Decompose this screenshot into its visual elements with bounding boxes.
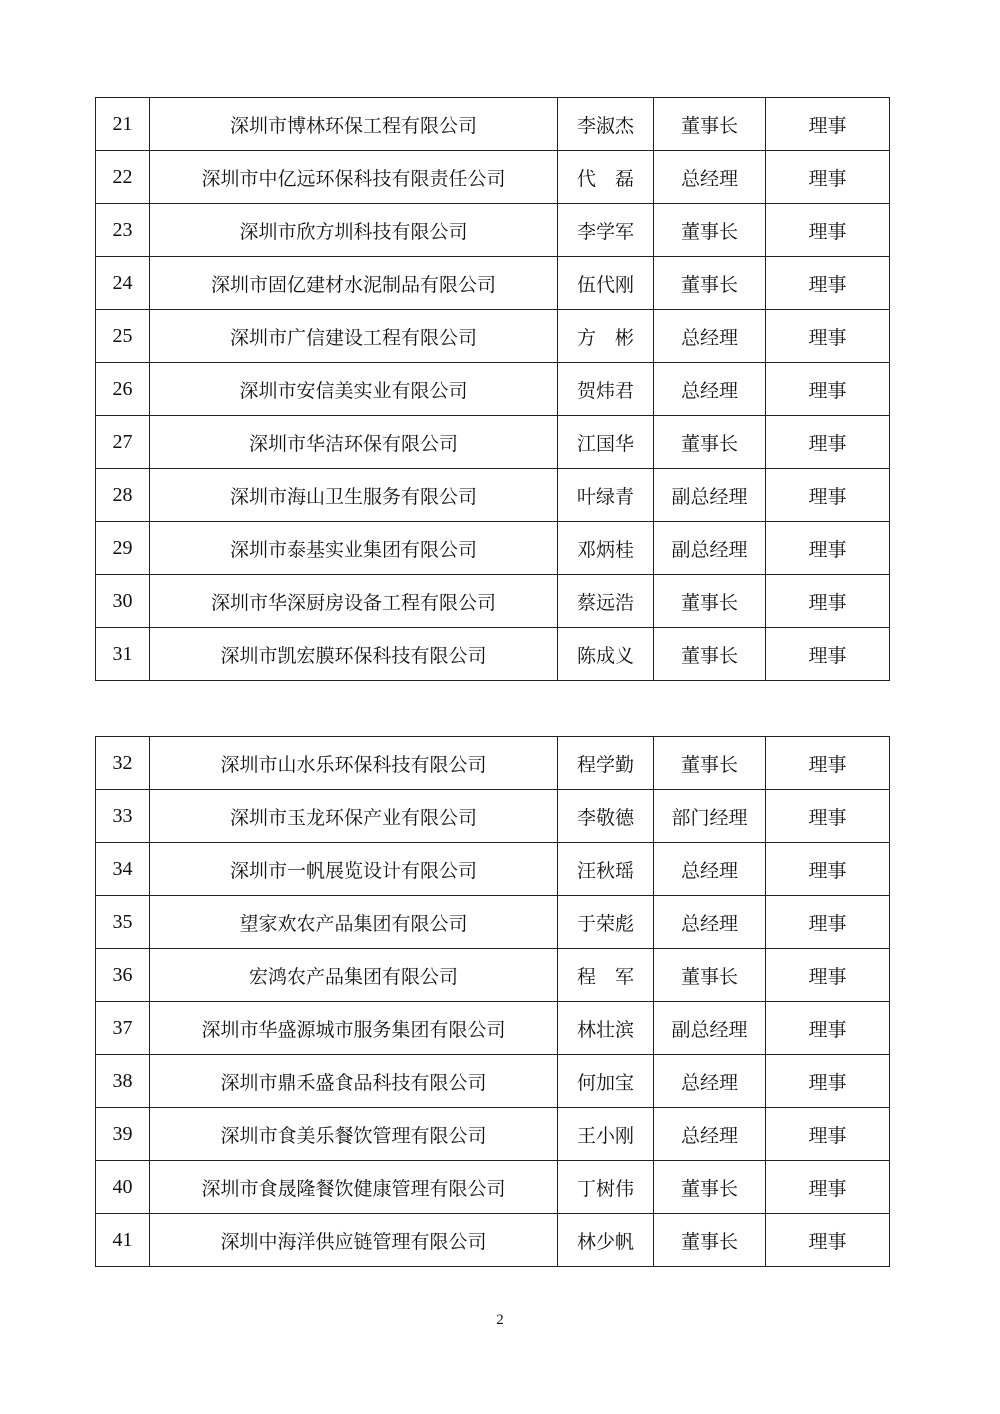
company-name: 深圳市固亿建材水泥制品有限公司 xyxy=(150,257,558,310)
job-title: 总经理 xyxy=(654,363,766,416)
association-role: 理事 xyxy=(766,843,890,896)
job-title: 董事长 xyxy=(654,1161,766,1214)
row-number: 36 xyxy=(96,949,150,1002)
association-role: 理事 xyxy=(766,151,890,204)
association-role: 理事 xyxy=(766,363,890,416)
association-role: 理事 xyxy=(766,1108,890,1161)
job-title: 董事长 xyxy=(654,257,766,310)
row-number: 29 xyxy=(96,522,150,575)
table-row xyxy=(96,98,890,151)
member-name: 林少帆 xyxy=(558,1214,654,1267)
association-role: 理事 xyxy=(766,737,890,790)
member-name: 丁树伟 xyxy=(558,1161,654,1214)
row-number: 37 xyxy=(96,1002,150,1055)
job-title: 部门经理 xyxy=(654,790,766,843)
table-row xyxy=(96,1108,890,1161)
company-name: 深圳市玉龙环保产业有限公司 xyxy=(150,790,558,843)
table-row xyxy=(96,522,890,575)
job-title: 总经理 xyxy=(654,151,766,204)
row-number: 21 xyxy=(96,98,150,151)
table-row xyxy=(96,257,890,310)
member-name: 李敬德 xyxy=(558,790,654,843)
job-title: 董事长 xyxy=(654,575,766,628)
company-name: 深圳市泰基实业集团有限公司 xyxy=(150,522,558,575)
row-number: 34 xyxy=(96,843,150,896)
member-name: 李淑杰 xyxy=(558,98,654,151)
company-name: 深圳市中亿远环保科技有限责任公司 xyxy=(150,151,558,204)
company-name: 深圳市广信建设工程有限公司 xyxy=(150,310,558,363)
member-name: 邓炳桂 xyxy=(558,522,654,575)
member-name: 江国华 xyxy=(558,416,654,469)
table-row xyxy=(96,363,890,416)
table-row xyxy=(96,1161,890,1214)
table-row xyxy=(96,896,890,949)
job-title: 董事长 xyxy=(654,1214,766,1267)
table-row xyxy=(96,469,890,522)
table-row xyxy=(96,575,890,628)
table-row xyxy=(96,949,890,1002)
row-number: 25 xyxy=(96,310,150,363)
row-number: 35 xyxy=(96,896,150,949)
row-number: 28 xyxy=(96,469,150,522)
member-name: 于荣彪 xyxy=(558,896,654,949)
association-role: 理事 xyxy=(766,310,890,363)
table-row xyxy=(96,628,890,681)
member-table-1 xyxy=(95,97,890,681)
job-title: 总经理 xyxy=(654,1108,766,1161)
company-name: 深圳市安信美实业有限公司 xyxy=(150,363,558,416)
company-name: 深圳市海山卫生服务有限公司 xyxy=(150,469,558,522)
company-name: 深圳市欣方圳科技有限公司 xyxy=(150,204,558,257)
row-number: 31 xyxy=(96,628,150,681)
association-role: 理事 xyxy=(766,1002,890,1055)
company-name: 望家欢农产品集团有限公司 xyxy=(150,896,558,949)
table-row xyxy=(96,1055,890,1108)
association-role: 理事 xyxy=(766,896,890,949)
table-row xyxy=(96,737,890,790)
row-number: 40 xyxy=(96,1161,150,1214)
row-number: 22 xyxy=(96,151,150,204)
member-name: 程 军 xyxy=(558,949,654,1002)
row-number: 24 xyxy=(96,257,150,310)
member-name: 代 磊 xyxy=(558,151,654,204)
job-title: 董事长 xyxy=(654,628,766,681)
company-name: 深圳市一帆展览设计有限公司 xyxy=(150,843,558,896)
company-name: 宏鸿农产品集团有限公司 xyxy=(150,949,558,1002)
association-role: 理事 xyxy=(766,469,890,522)
association-role: 理事 xyxy=(766,1214,890,1267)
table-row xyxy=(96,204,890,257)
association-role: 理事 xyxy=(766,790,890,843)
association-role: 理事 xyxy=(766,257,890,310)
company-name: 深圳市博林环保工程有限公司 xyxy=(150,98,558,151)
row-number: 33 xyxy=(96,790,150,843)
table-row xyxy=(96,310,890,363)
company-name: 深圳市凯宏膜环保科技有限公司 xyxy=(150,628,558,681)
company-name: 深圳市华洁环保有限公司 xyxy=(150,416,558,469)
job-title: 董事长 xyxy=(654,98,766,151)
job-title: 董事长 xyxy=(654,737,766,790)
member-name: 王小刚 xyxy=(558,1108,654,1161)
company-name: 深圳市食晟隆餐饮健康管理有限公司 xyxy=(150,1161,558,1214)
row-number: 39 xyxy=(96,1108,150,1161)
page-number: 2 xyxy=(496,1312,504,1328)
member-name: 叶绿青 xyxy=(558,469,654,522)
member-name: 方 彬 xyxy=(558,310,654,363)
member-name: 程学勤 xyxy=(558,737,654,790)
job-title: 总经理 xyxy=(654,896,766,949)
association-role: 理事 xyxy=(766,98,890,151)
company-name: 深圳市华深厨房设备工程有限公司 xyxy=(150,575,558,628)
member-name: 伍代刚 xyxy=(558,257,654,310)
row-number: 32 xyxy=(96,737,150,790)
row-number: 23 xyxy=(96,204,150,257)
table-row xyxy=(96,151,890,204)
table-row xyxy=(96,843,890,896)
association-role: 理事 xyxy=(766,522,890,575)
table-row xyxy=(96,1002,890,1055)
job-title: 董事长 xyxy=(654,204,766,257)
row-number: 38 xyxy=(96,1055,150,1108)
association-role: 理事 xyxy=(766,416,890,469)
member-name: 贺炜君 xyxy=(558,363,654,416)
table-row xyxy=(96,1214,890,1267)
company-name: 深圳市食美乐餐饮管理有限公司 xyxy=(150,1108,558,1161)
company-name: 深圳中海洋供应链管理有限公司 xyxy=(150,1214,558,1267)
row-number: 26 xyxy=(96,363,150,416)
job-title: 总经理 xyxy=(654,843,766,896)
table-row xyxy=(96,416,890,469)
row-number: 30 xyxy=(96,575,150,628)
member-name: 蔡远浩 xyxy=(558,575,654,628)
job-title: 总经理 xyxy=(654,310,766,363)
job-title: 副总经理 xyxy=(654,522,766,575)
job-title: 董事长 xyxy=(654,416,766,469)
job-title: 总经理 xyxy=(654,1055,766,1108)
job-title: 副总经理 xyxy=(654,469,766,522)
association-role: 理事 xyxy=(766,628,890,681)
table-row xyxy=(96,790,890,843)
member-name: 李学军 xyxy=(558,204,654,257)
member-name: 林壮滨 xyxy=(558,1002,654,1055)
job-title: 董事长 xyxy=(654,949,766,1002)
member-name: 陈成义 xyxy=(558,628,654,681)
row-number: 41 xyxy=(96,1214,150,1267)
association-role: 理事 xyxy=(766,1161,890,1214)
association-role: 理事 xyxy=(766,1055,890,1108)
member-table-2 xyxy=(95,736,890,1267)
member-name: 汪秋瑶 xyxy=(558,843,654,896)
company-name: 深圳市鼎禾盛食品科技有限公司 xyxy=(150,1055,558,1108)
job-title: 副总经理 xyxy=(654,1002,766,1055)
association-role: 理事 xyxy=(766,204,890,257)
member-name: 何加宝 xyxy=(558,1055,654,1108)
association-role: 理事 xyxy=(766,949,890,1002)
row-number: 27 xyxy=(96,416,150,469)
association-role: 理事 xyxy=(766,575,890,628)
company-name: 深圳市山水乐环保科技有限公司 xyxy=(150,737,558,790)
company-name: 深圳市华盛源城市服务集团有限公司 xyxy=(150,1002,558,1055)
